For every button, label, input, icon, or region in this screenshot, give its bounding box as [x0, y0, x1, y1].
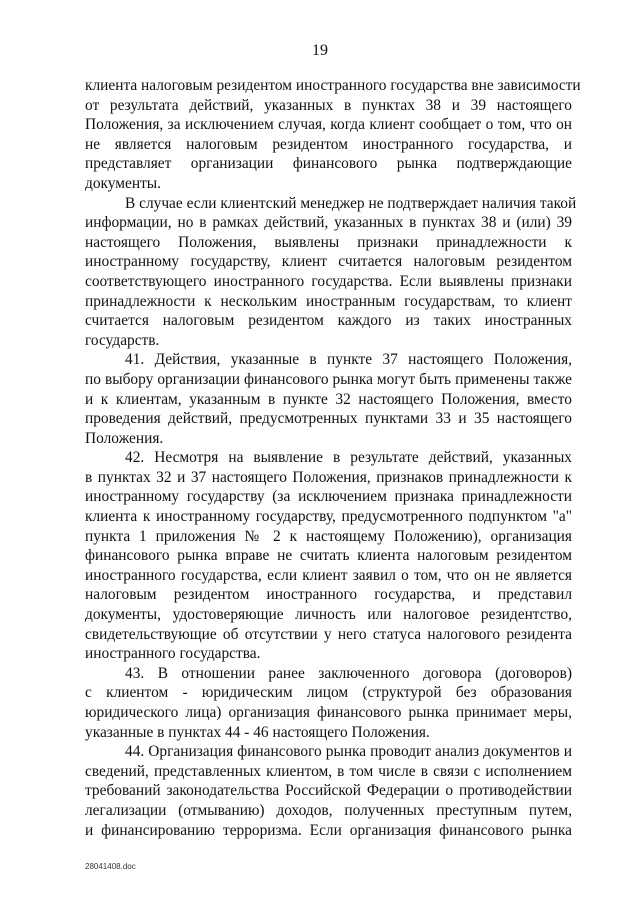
text-line: иностранному государству (за исключением признака принадлежности: [85, 488, 572, 506]
text-line: Положения, за исключением случая, когда клиент сообщает о том, что он: [85, 116, 572, 134]
text-line: 41. Действия, указанные в пункте 37 настоящего Положения,: [125, 351, 572, 369]
text-line: пункта 1 приложения № 2 к настоящему Положению), организация: [85, 527, 572, 545]
footer-filename: 28041408.doc: [85, 862, 136, 871]
text-line: иностранному государству, клиент считается налоговым резидентом: [85, 253, 572, 271]
text-line: соответствующего иностранного государства. Если выявлены признаки: [85, 272, 572, 290]
text-line: по выбору организации финансового рынка могут быть применены также: [85, 370, 572, 388]
text-line: и финансированию терроризма. Если организация финансового рынка: [85, 821, 572, 839]
text-line: легализации (отмыванию) доходов, полученных преступным путем,: [85, 801, 572, 819]
text-line: иностранного государства, если клиент заявил о том, что он не является: [85, 566, 572, 584]
text-line: 42. Несмотря на выявление в результате действий, указанных: [125, 449, 572, 467]
text-line: представляет организации финансового рынка подтверждающие: [85, 155, 572, 173]
text-line: документы.: [85, 174, 161, 192]
text-line: принадлежности к нескольким иностранным государствам, то клиент: [85, 292, 572, 310]
text-line: и к клиентам, указанным в пункте 32 настоящего Положения, вместо: [85, 390, 572, 408]
text-line: считается налоговым резидентом каждого из таких иностранных: [85, 312, 572, 330]
text-line: документы, удостоверяющие личность или налоговое резидентство,: [85, 606, 572, 624]
text-line: иностранного государства.: [85, 645, 261, 663]
text-line: финансового рынка вправе не считать клиента налоговым резидентом: [85, 547, 572, 565]
text-line: от результата действий, указанных в пунктах 38 и 39 настоящего: [85, 96, 572, 114]
text-line: сведений, представленных клиентом, в том числе в связи с исполнением: [85, 762, 572, 780]
text-line: государств.: [85, 331, 160, 349]
text-line: Положения.: [85, 429, 164, 447]
text-line: информации, но в рамках действий, указанных в пунктах 38 и (или) 39: [85, 214, 572, 232]
text-line: проведения действий, предусмотренных пунктами 33 и 35 настоящего: [85, 410, 572, 428]
body-text: [85, 76, 581, 840]
text-line: налоговым резидентом иностранного государства, и представил: [85, 586, 572, 604]
text-line: в пунктах 32 и 37 настоящего Положения, признаков принадлежности к: [85, 468, 572, 486]
text-line: 44. Организация финансового рынка проводит анализ документов и: [125, 743, 572, 761]
text-line: указанные в пунктах 44 - 46 настоящего Положения.: [85, 723, 430, 741]
text-line: юридического лица) организация финансового рынка принимает меры,: [85, 704, 572, 721]
text-line: свидетельствующие об отсутствии у него статуса налогового резидента: [85, 625, 572, 643]
text-line: требований законодательства Российской Федерации о противодействии: [85, 782, 572, 800]
text-line: настоящего Положения, выявлены признаки принадлежности к: [85, 233, 572, 251]
text-line: 43. В отношении ранее заключенного договора (договоров): [125, 664, 572, 682]
text-line: клиента к иностранному государству, предусмотренного подпунктом "а": [85, 508, 572, 526]
text-line: В случае если клиентский менеджер не подтверждает наличия такой: [125, 194, 577, 212]
text-line: клиента налоговым резидентом иностранного государства вне зависимости: [85, 77, 581, 94]
page-number: 19: [312, 42, 328, 59]
text-line: с клиентом - юридическим лицом (структурой без образования: [85, 684, 572, 702]
text-line: не является налоговым резидентом иностранного государства, и: [85, 135, 572, 153]
